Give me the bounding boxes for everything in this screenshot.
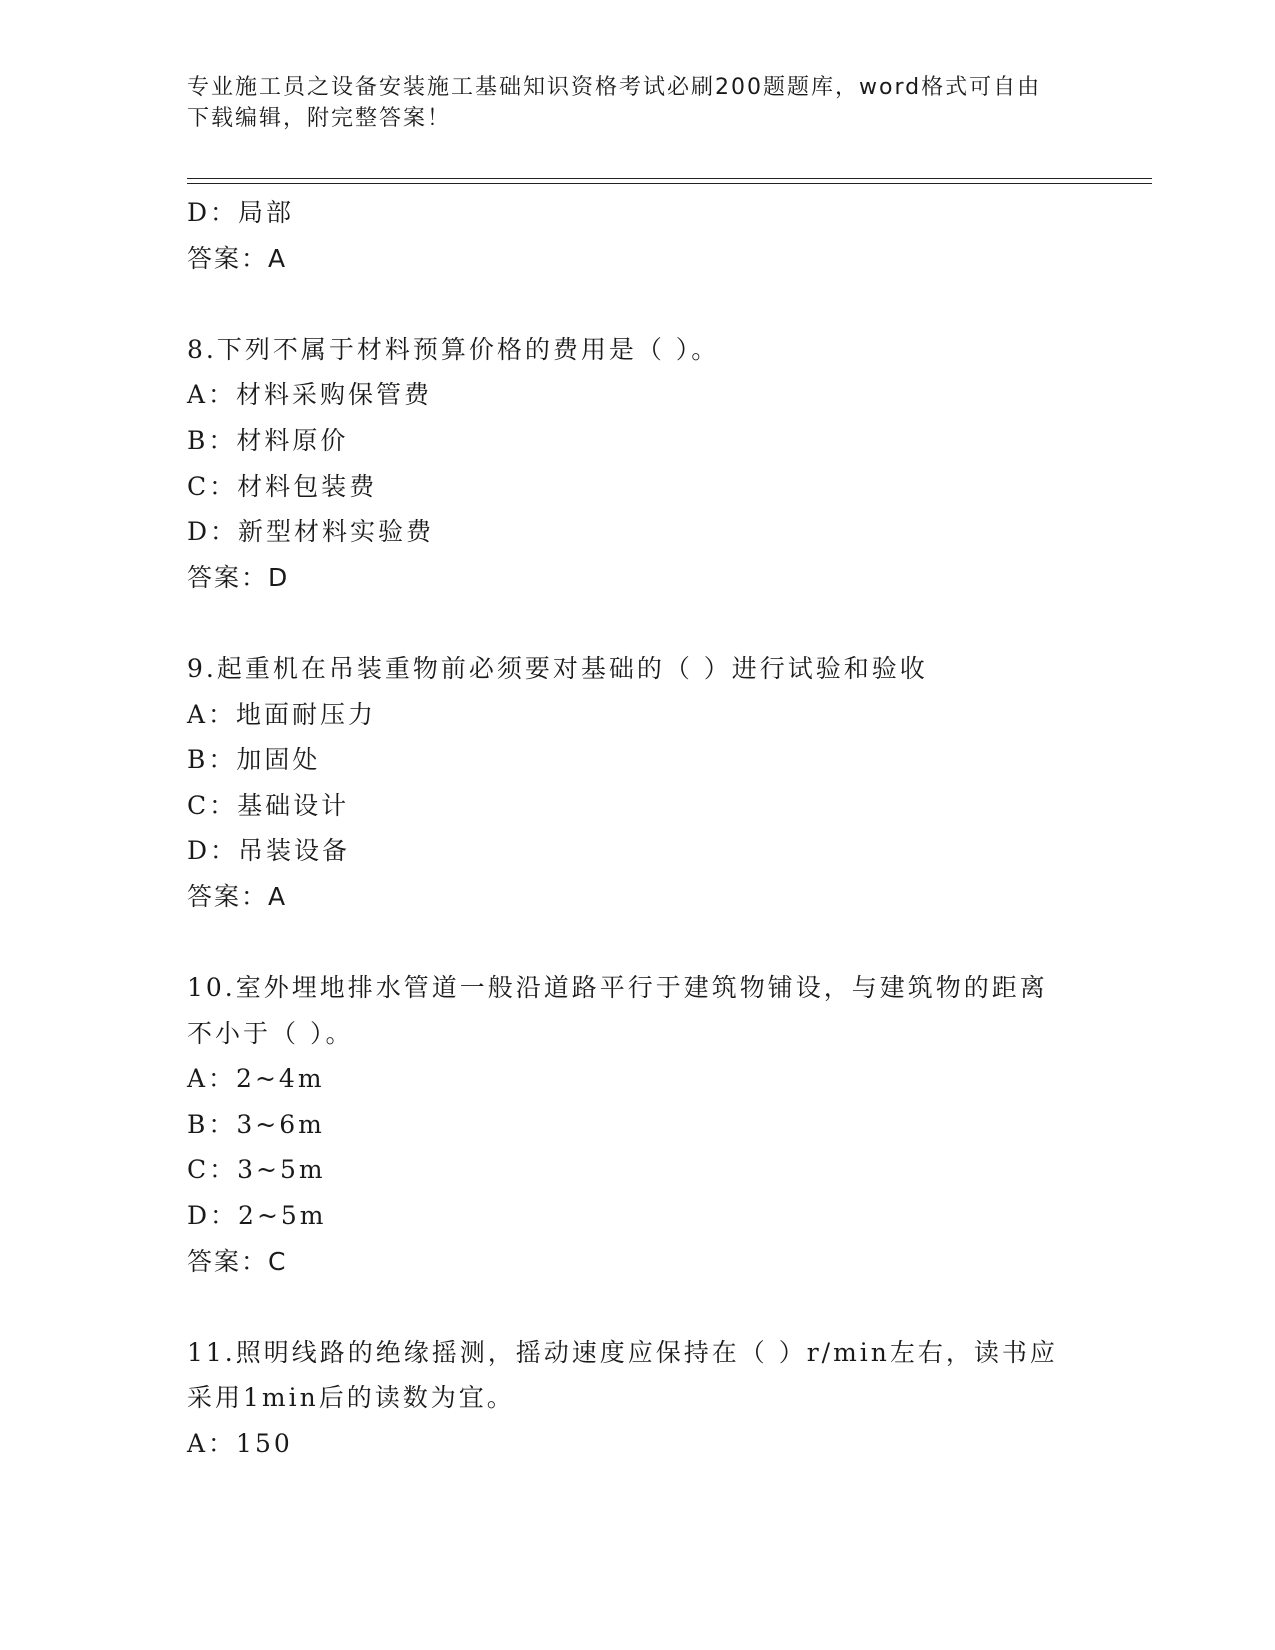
option-c: C：材料包装费 bbox=[187, 471, 378, 501]
question-stem-line-2: 采用1min后的读数为宜。 bbox=[187, 1383, 515, 1413]
option-a: A：150 bbox=[187, 1429, 293, 1459]
option-a: A：材料采购保管费 bbox=[187, 380, 433, 410]
question-10 bbox=[187, 965, 1087, 1284]
question-stem: 9.起重机在吊装重物前必须要对基础的（ ）进行试验和验收 bbox=[187, 653, 928, 683]
spacer bbox=[187, 920, 1087, 966]
question-8 bbox=[187, 327, 1087, 601]
option-d: D：局部 bbox=[187, 198, 295, 227]
option-b: B：3~6m bbox=[187, 1109, 325, 1139]
header-line-2: 下载编辑，附完整答案！ bbox=[187, 106, 452, 131]
header-divider-bottom bbox=[187, 183, 1152, 184]
option-b: B：材料原价 bbox=[187, 425, 349, 455]
question-11 bbox=[187, 1330, 1087, 1467]
option-c: C：基础设计 bbox=[187, 790, 350, 820]
document-body bbox=[187, 190, 1087, 1467]
header-line-1: 专业施工员之设备安装施工基础知识资格考试必刷200题题库，word格式可自由 bbox=[187, 75, 1042, 100]
option-a: A：地面耐压力 bbox=[187, 699, 377, 729]
spacer bbox=[187, 281, 1087, 327]
option-d: D：2~5m bbox=[187, 1201, 327, 1231]
answer-line: 答案：C bbox=[187, 1246, 288, 1276]
spacer bbox=[187, 600, 1087, 646]
option-c: C：3~5m bbox=[187, 1155, 326, 1185]
option-b: B：加固处 bbox=[187, 745, 321, 775]
question-stem-line-1: 11.照明线路的绝缘摇测，摇动速度应保持在（ ）r/min左右，读书应 bbox=[187, 1337, 1058, 1367]
answer-line: 答案：A bbox=[187, 243, 288, 273]
header-divider-top bbox=[187, 178, 1152, 179]
question-stem-line-1: 10.室外埋地排水管道一般沿道路平行于建筑物铺设，与建筑物的距离 bbox=[187, 973, 1048, 1003]
answer-line: 答案：A bbox=[187, 881, 288, 911]
option-d: D：吊装设备 bbox=[187, 836, 351, 866]
question-stem: 8.下列不属于材料预算价格的费用是（ ）。 bbox=[187, 334, 720, 364]
answer-line: 答案：D bbox=[187, 562, 290, 592]
option-a: A：2~4m bbox=[187, 1064, 325, 1094]
spacer bbox=[187, 1284, 1087, 1330]
document-header bbox=[187, 72, 1067, 134]
question-9 bbox=[187, 646, 1087, 920]
question-stem-line-2: 不小于（ ）。 bbox=[187, 1018, 354, 1048]
option-d: D：新型材料实验费 bbox=[187, 517, 435, 547]
